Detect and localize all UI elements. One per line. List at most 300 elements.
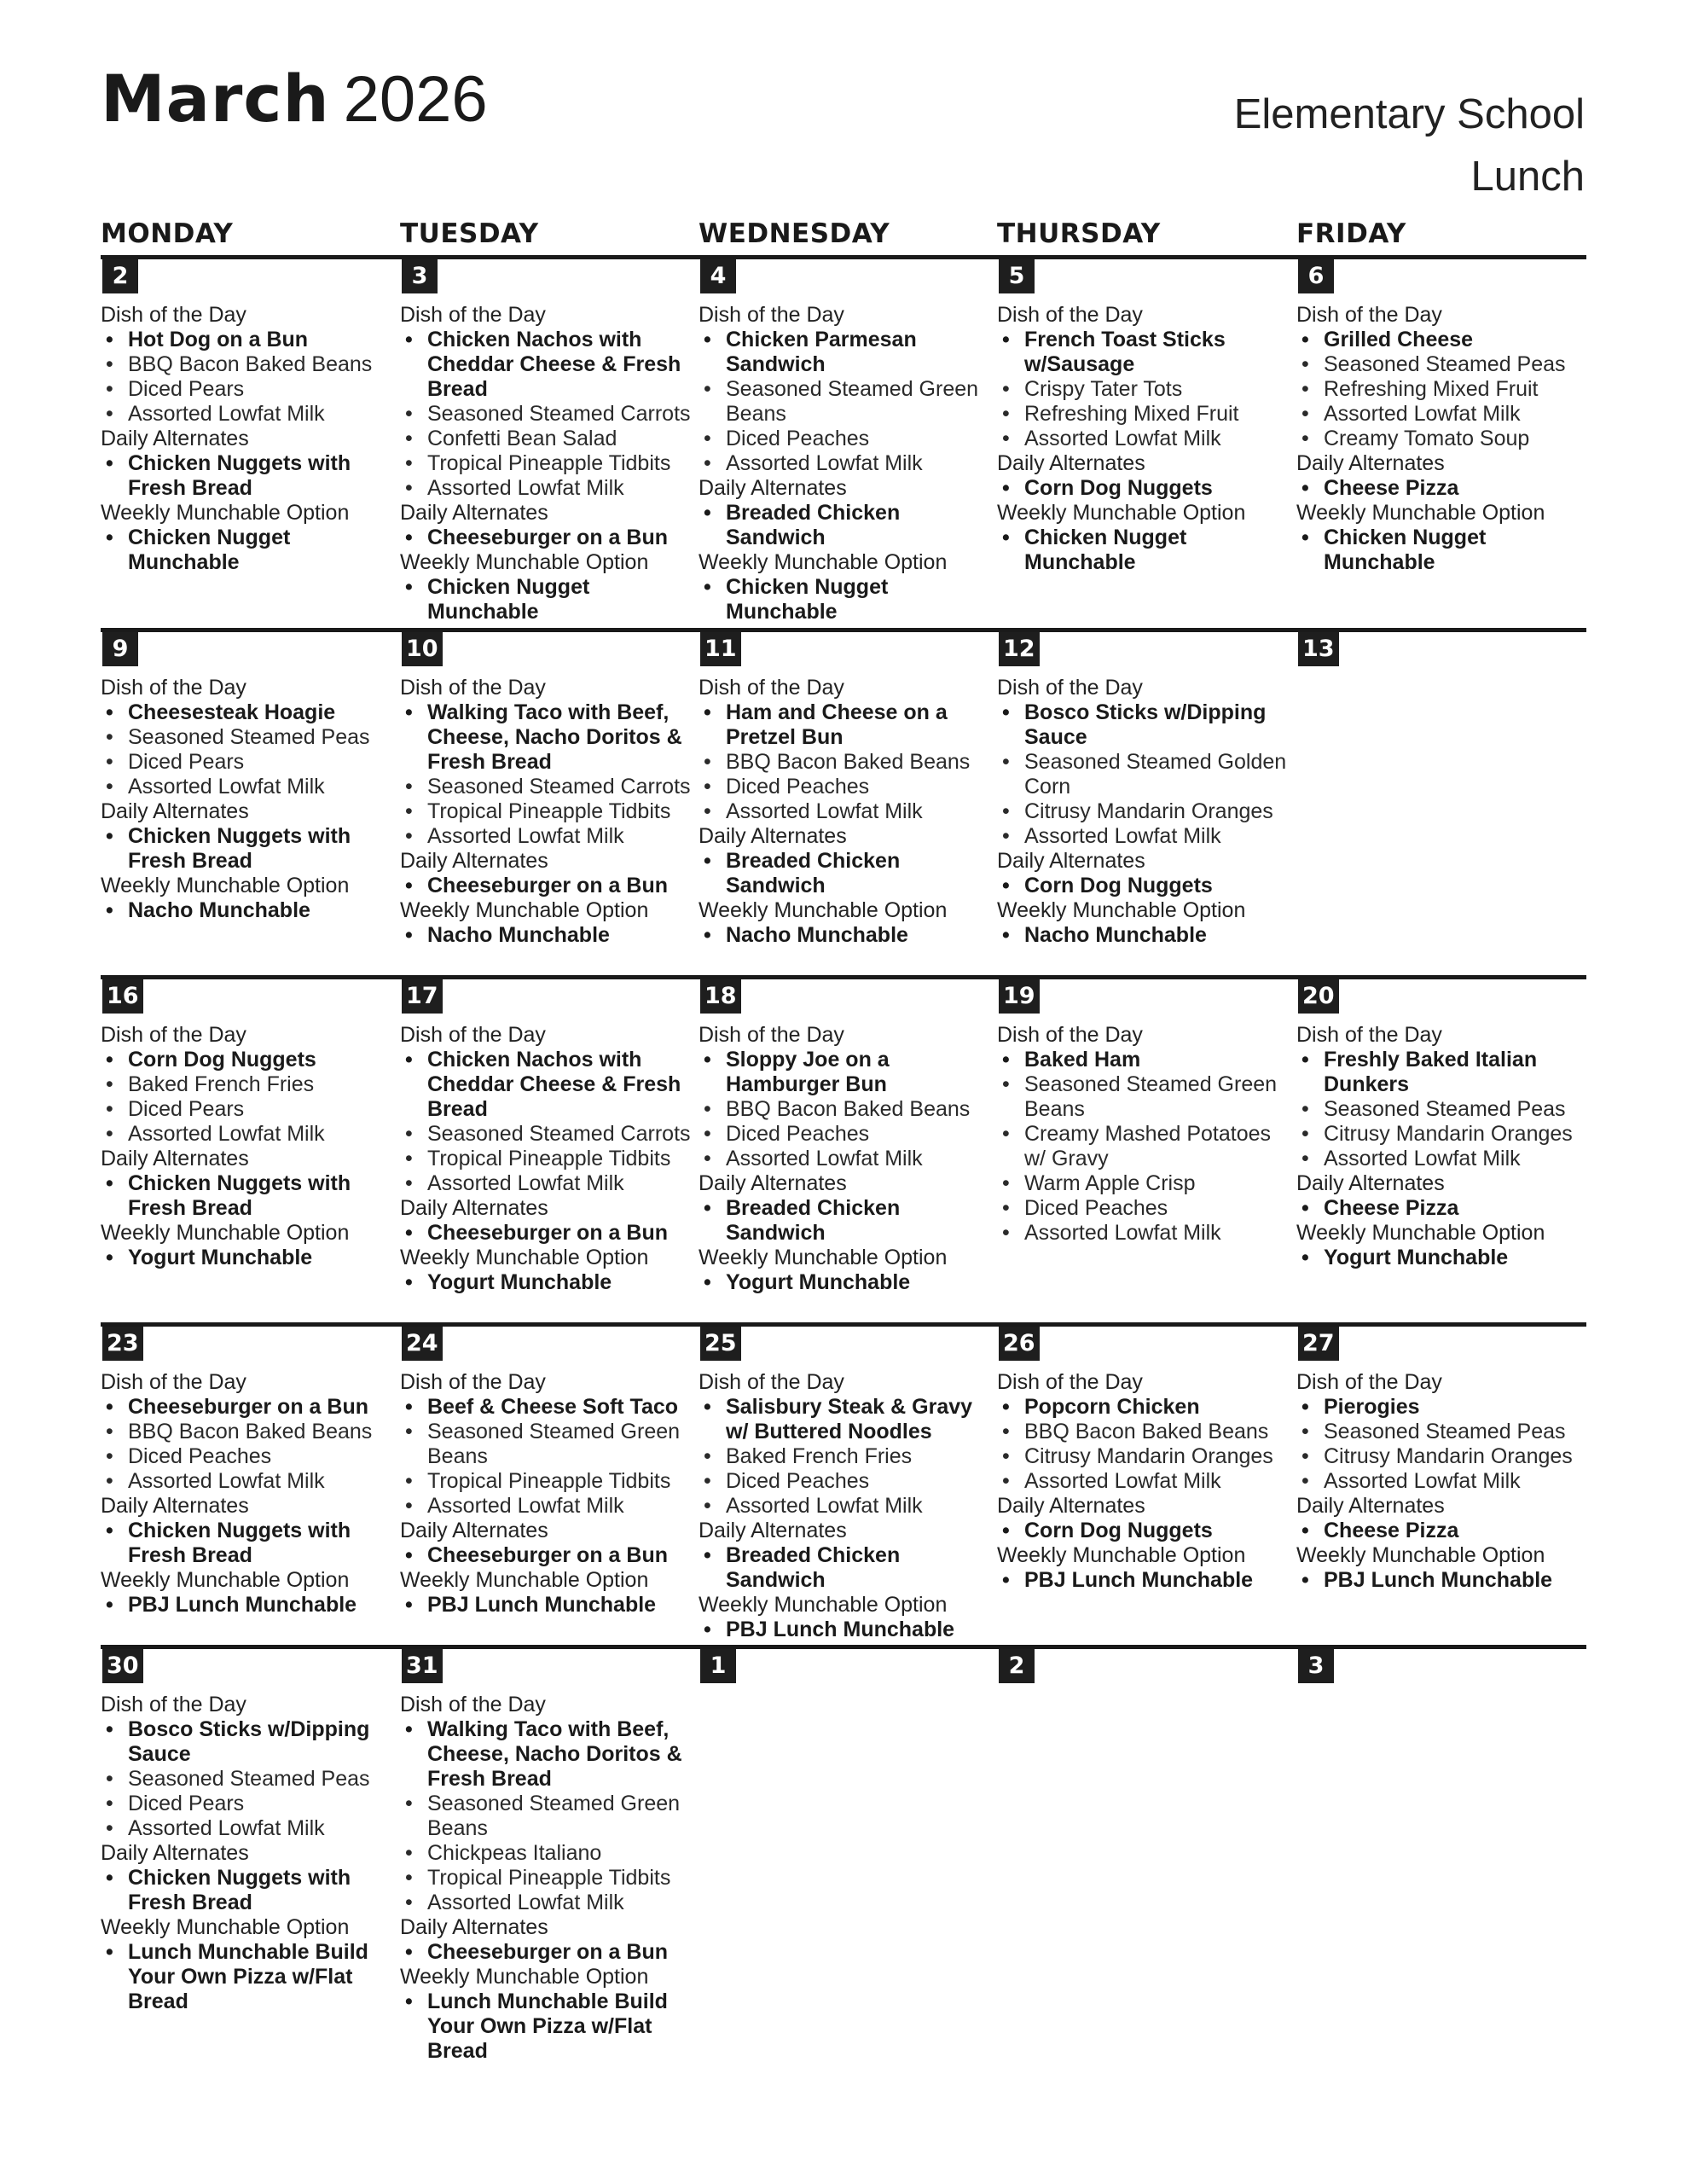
featured-menu-item — [997, 526, 1290, 575]
bullet-icon: • — [1002, 377, 1010, 401]
day-cell — [101, 1327, 394, 1618]
day-cell — [699, 632, 992, 948]
menu-item — [699, 377, 992, 427]
bullet-icon: • — [405, 775, 413, 799]
bullet-icon: • — [405, 1122, 413, 1146]
menu-item — [1296, 1444, 1590, 1469]
section-label: Dish of the Day — [1296, 303, 1442, 327]
menu-item-text: Assorted Lowfat Milk — [427, 1494, 624, 1518]
menu-item-text: Sloppy Joe on a Hamburger Bun — [726, 1048, 890, 1096]
section-label: Dish of the Day — [1296, 1370, 1442, 1394]
menu-item-text: Seasoned Steamed Green Beans — [427, 1792, 681, 1840]
day-number-badge: 27 — [1298, 1327, 1339, 1361]
featured-menu-item — [699, 1270, 992, 1295]
bullet-icon: • — [1002, 1395, 1010, 1419]
bullet-icon: • — [106, 1593, 113, 1617]
section-label: Daily Alternates — [101, 427, 249, 450]
day-number-badge: 31 — [402, 1649, 443, 1683]
featured-menu-item — [699, 1196, 992, 1246]
featured-menu-item — [699, 1618, 992, 1642]
featured-menu-item — [101, 526, 394, 575]
subtitle-line-2: Lunch — [1470, 154, 1585, 200]
menu-item-text: Ham and Cheese on a Pretzel Bun — [726, 700, 948, 749]
section-label: Daily Alternates — [699, 476, 847, 500]
bullet-icon: • — [1301, 1246, 1309, 1269]
day-menu — [101, 303, 394, 575]
section-label: Weekly Munchable Option — [997, 898, 1246, 922]
menu-item-text: Cheese Pizza — [1324, 1196, 1459, 1220]
menu-item — [101, 1097, 394, 1122]
menu-item — [699, 775, 992, 799]
section-label: Dish of the Day — [997, 676, 1143, 700]
menu-item-text: Refreshing Mixed Fruit — [1324, 377, 1539, 401]
day-cell — [997, 259, 1290, 575]
menu-item-text: Chicken Nuggets with Fresh Bread — [128, 451, 351, 500]
bullet-icon: • — [106, 377, 113, 401]
menu-item — [997, 1221, 1290, 1246]
menu-item-text: Assorted Lowfat Milk — [726, 1494, 923, 1518]
bullet-icon: • — [1002, 1122, 1010, 1146]
menu-item-text: Breaded Chicken Sandwich — [726, 849, 901, 897]
menu-item — [997, 1420, 1290, 1444]
featured-menu-item — [101, 1171, 394, 1221]
menu-item-text: Grilled Cheese — [1324, 328, 1474, 351]
bullet-icon: • — [106, 1469, 113, 1493]
menu-item — [997, 1444, 1290, 1469]
bullet-icon: • — [1002, 750, 1010, 774]
day-menu — [997, 676, 1290, 948]
menu-item — [400, 775, 693, 799]
day-cell — [997, 1649, 1290, 1683]
featured-menu-item — [699, 1048, 992, 1097]
menu-item-text: Seasoned Steamed Green Beans — [1024, 1072, 1278, 1121]
bullet-icon: • — [405, 1469, 413, 1493]
bullet-icon: • — [106, 824, 113, 848]
menu-item — [101, 1444, 394, 1469]
menu-item-text: Assorted Lowfat Milk — [128, 1122, 325, 1146]
bullet-icon: • — [405, 1593, 413, 1617]
section-label: Dish of the Day — [101, 1693, 246, 1716]
day-number-badge: 10 — [402, 632, 443, 666]
section-label: Dish of the Day — [400, 1023, 546, 1047]
featured-menu-item — [699, 1543, 992, 1593]
bullet-icon: • — [1002, 1444, 1010, 1468]
featured-menu-item — [997, 476, 1290, 501]
section-label: Weekly Munchable Option — [1296, 501, 1545, 525]
menu-item-text: Nacho Munchable — [1024, 923, 1207, 947]
day-menu — [101, 676, 394, 923]
day-cell — [400, 1649, 693, 2064]
featured-menu-item — [699, 700, 992, 750]
menu-item-text: PBJ Lunch Munchable — [726, 1618, 955, 1641]
section-label: Weekly Munchable Option — [997, 501, 1246, 525]
menu-item-text: Creamy Tomato Soup — [1324, 427, 1530, 450]
bullet-icon: • — [1002, 1196, 1010, 1220]
bullet-icon: • — [405, 476, 413, 500]
bullet-icon: • — [704, 923, 711, 947]
featured-menu-item — [400, 1593, 693, 1618]
menu-item — [997, 427, 1290, 451]
day-menu — [400, 303, 693, 624]
weekday-header — [101, 218, 1585, 253]
section-label: Dish of the Day — [1296, 1023, 1442, 1047]
menu-item-text: PBJ Lunch Munchable — [128, 1593, 357, 1617]
menu-item-text: Assorted Lowfat Milk — [128, 402, 325, 426]
menu-item-text: Corn Dog Nuggets — [1024, 1519, 1213, 1542]
menu-item-text: Diced Pears — [128, 750, 245, 774]
bullet-icon: • — [1301, 1469, 1309, 1493]
menu-item-text: Walking Taco with Beef, Cheese, Nacho Doritos & Fresh Bread — [427, 700, 682, 774]
menu-item — [699, 1147, 992, 1171]
menu-item-text: PBJ Lunch Munchable — [1024, 1568, 1254, 1592]
featured-menu-item — [1296, 328, 1590, 352]
bullet-icon: • — [1002, 328, 1010, 351]
day-number-badge: 19 — [999, 979, 1040, 1014]
featured-menu-item — [699, 328, 992, 377]
menu-item — [699, 750, 992, 775]
menu-item — [101, 1122, 394, 1147]
section-label: Dish of the Day — [400, 1370, 546, 1394]
bullet-icon: • — [704, 1147, 711, 1170]
menu-item-text: Citrusy Mandarin Oranges — [1324, 1122, 1573, 1146]
featured-menu-item — [101, 1395, 394, 1420]
bullet-icon: • — [106, 700, 113, 724]
menu-item-text: Seasoned Steamed Peas — [1324, 1420, 1566, 1443]
section-label: Daily Alternates — [101, 1841, 249, 1865]
menu-item-text: Chicken Parmesan Sandwich — [726, 328, 917, 376]
day-cell — [1296, 1327, 1590, 1593]
section-label: Daily Alternates — [400, 501, 548, 525]
menu-item-text: Corn Dog Nuggets — [1024, 476, 1213, 500]
section-label: Weekly Munchable Option — [699, 550, 948, 574]
featured-menu-item — [1296, 476, 1590, 501]
menu-item — [101, 775, 394, 799]
menu-item-text: Crispy Tater Tots — [1024, 377, 1183, 401]
day-number-badge: 16 — [102, 979, 143, 1014]
bullet-icon: • — [405, 1420, 413, 1443]
section-label: Weekly Munchable Option — [400, 1965, 649, 1989]
bullet-icon: • — [106, 898, 113, 922]
year-title: 2026 — [343, 63, 488, 136]
featured-menu-item — [101, 451, 394, 501]
day-number-badge: 20 — [1298, 979, 1339, 1014]
menu-item-text: Nacho Munchable — [726, 923, 908, 947]
featured-menu-item — [400, 1543, 693, 1568]
bullet-icon: • — [704, 427, 711, 450]
menu-item-text: Seasoned Steamed Carrots — [427, 775, 691, 799]
menu-item-text: Assorted Lowfat Milk — [1324, 1147, 1521, 1170]
subtitle-line-1: Elementary School — [1233, 91, 1585, 137]
bullet-icon: • — [405, 1891, 413, 1914]
day-cell — [101, 259, 394, 575]
bullet-icon: • — [106, 1816, 113, 1840]
featured-menu-item — [997, 700, 1290, 750]
featured-menu-item — [101, 1866, 394, 1915]
featured-menu-item — [997, 1568, 1290, 1593]
featured-menu-item — [997, 1048, 1290, 1072]
menu-item-text: Chicken Nugget Munchable — [128, 526, 291, 574]
section-label: Daily Alternates — [400, 1915, 548, 1939]
day-cell — [400, 632, 693, 948]
day-number-badge: 1 — [700, 1649, 736, 1683]
bullet-icon: • — [704, 1444, 711, 1468]
menu-subtitle — [1234, 84, 1585, 208]
bullet-icon: • — [704, 1270, 711, 1294]
bullet-icon: • — [704, 1196, 711, 1220]
section-label: Weekly Munchable Option — [101, 874, 350, 897]
section-label: Daily Alternates — [101, 799, 249, 823]
menu-item — [101, 725, 394, 750]
day-cell — [699, 259, 992, 624]
section-label: Dish of the Day — [699, 1370, 844, 1394]
day-cell — [101, 979, 394, 1270]
bullet-icon: • — [704, 501, 711, 525]
page-title — [101, 61, 488, 136]
bullet-icon: • — [1301, 1048, 1309, 1072]
bullet-icon: • — [704, 1494, 711, 1518]
menu-item-text: Tropical Pineapple Tidbits — [427, 1147, 671, 1170]
day-number-badge: 2 — [999, 1649, 1035, 1683]
menu-item-text: Seasoned Steamed Peas — [128, 725, 370, 749]
featured-menu-item — [400, 1717, 693, 1792]
section-label: Dish of the Day — [997, 1023, 1143, 1047]
day-menu — [1296, 303, 1590, 575]
bullet-icon: • — [1002, 1469, 1010, 1493]
featured-menu-item — [101, 1048, 394, 1072]
menu-item-text: Freshly Baked Italian Dunkers — [1324, 1048, 1538, 1096]
section-label: Weekly Munchable Option — [400, 898, 649, 922]
bullet-icon: • — [106, 1940, 113, 1964]
menu-item — [997, 799, 1290, 824]
menu-item — [101, 1767, 394, 1792]
featured-menu-item — [699, 1395, 992, 1444]
bullet-icon: • — [106, 1792, 113, 1815]
bullet-icon: • — [405, 1841, 413, 1865]
menu-item-text: Citrusy Mandarin Oranges — [1024, 799, 1273, 823]
bullet-icon: • — [405, 1940, 413, 1964]
menu-item-text: Chicken Nuggets with Fresh Bread — [128, 1519, 351, 1567]
menu-item — [400, 1866, 693, 1891]
menu-item — [699, 1494, 992, 1519]
menu-item-text: Confetti Bean Salad — [427, 427, 617, 450]
day-menu — [400, 1023, 693, 1295]
weekday-friday: FRIDAY — [1296, 218, 1406, 249]
featured-menu-item — [400, 1395, 693, 1420]
day-number-badge: 4 — [700, 259, 736, 293]
menu-item — [699, 799, 992, 824]
section-label: Dish of the Day — [400, 676, 546, 700]
section-label: Dish of the Day — [997, 1370, 1143, 1394]
featured-menu-item — [1296, 1246, 1590, 1270]
bullet-icon: • — [1002, 402, 1010, 426]
menu-item-text: BBQ Bacon Baked Beans — [1024, 1420, 1269, 1443]
menu-item — [699, 1097, 992, 1122]
featured-menu-item — [101, 1717, 394, 1767]
day-cell — [699, 1327, 992, 1642]
bullet-icon: • — [106, 1395, 113, 1419]
day-menu — [101, 1693, 394, 2014]
menu-item-text: Chicken Nugget Munchable — [427, 575, 590, 624]
day-number-badge: 2 — [102, 259, 138, 293]
menu-item-text: Hot Dog on a Bun — [128, 328, 309, 351]
day-menu — [1296, 1370, 1590, 1593]
bullet-icon: • — [704, 1097, 711, 1121]
bullet-icon: • — [106, 451, 113, 475]
menu-item-text: Chicken Nuggets with Fresh Bread — [128, 1866, 351, 1914]
menu-item-text: Nacho Munchable — [128, 898, 310, 922]
menu-item — [101, 1420, 394, 1444]
menu-item-text: Seasoned Steamed Carrots — [427, 1122, 691, 1146]
section-label: Daily Alternates — [699, 824, 847, 848]
menu-item-text: Cheeseburger on a Bun — [427, 1940, 668, 1964]
featured-menu-item — [1296, 1519, 1590, 1543]
menu-item — [997, 824, 1290, 849]
bullet-icon: • — [1301, 328, 1309, 351]
section-label: Weekly Munchable Option — [997, 1543, 1246, 1567]
menu-item-text: Corn Dog Nuggets — [128, 1048, 316, 1072]
menu-item — [101, 750, 394, 775]
menu-item-text: Diced Pears — [128, 377, 245, 401]
day-cell — [400, 1327, 693, 1618]
featured-menu-item — [400, 1989, 693, 2064]
section-label: Dish of the Day — [101, 676, 246, 700]
menu-item — [997, 1122, 1290, 1171]
menu-item-text: Yogurt Munchable — [1324, 1246, 1509, 1269]
menu-item-text: BBQ Bacon Baked Beans — [128, 352, 373, 376]
menu-item-text: Yogurt Munchable — [726, 1270, 911, 1294]
section-label: Dish of the Day — [101, 1370, 246, 1394]
menu-item-text: Popcorn Chicken — [1024, 1395, 1200, 1419]
bullet-icon: • — [405, 1494, 413, 1518]
section-label: Daily Alternates — [699, 1519, 847, 1542]
bullet-icon: • — [704, 799, 711, 823]
day-cell — [997, 979, 1290, 1246]
section-label: Daily Alternates — [400, 1519, 548, 1542]
menu-item-text: Bosco Sticks w/Dipping Sauce — [1024, 700, 1267, 749]
menu-item-text: Baked French Fries — [128, 1072, 315, 1096]
bullet-icon: • — [405, 1989, 413, 2013]
featured-menu-item — [997, 1395, 1290, 1420]
menu-item — [400, 1147, 693, 1171]
menu-item — [699, 1469, 992, 1494]
bullet-icon: • — [106, 775, 113, 799]
menu-item-text: Salisbury Steak & Gravy w/ Buttered Noodles — [726, 1395, 973, 1443]
featured-menu-item — [101, 328, 394, 352]
section-label: Dish of the Day — [699, 676, 844, 700]
day-menu — [699, 303, 992, 624]
bullet-icon: • — [1301, 1444, 1309, 1468]
menu-item — [101, 377, 394, 402]
menu-item-text: Chickpeas Italiano — [427, 1841, 602, 1865]
bullet-icon: • — [1002, 700, 1010, 724]
featured-menu-item — [997, 1519, 1290, 1543]
menu-item-text: Baked French Fries — [726, 1444, 913, 1468]
menu-item-text: Assorted Lowfat Milk — [427, 1171, 624, 1195]
day-number-badge: 9 — [102, 632, 138, 666]
featured-menu-item — [101, 1246, 394, 1270]
menu-item — [997, 1196, 1290, 1221]
day-number-badge: 17 — [402, 979, 443, 1014]
day-menu — [101, 1023, 394, 1270]
bullet-icon: • — [106, 750, 113, 774]
section-label: Dish of the Day — [997, 303, 1143, 327]
bullet-icon: • — [704, 451, 711, 475]
bullet-icon: • — [405, 575, 413, 599]
menu-item-text: Assorted Lowfat Milk — [427, 476, 624, 500]
weekday-wednesday: WEDNESDAY — [699, 218, 890, 249]
bullet-icon: • — [1002, 1420, 1010, 1443]
menu-item-text: PBJ Lunch Munchable — [427, 1593, 657, 1617]
menu-item-text: Seasoned Steamed Peas — [1324, 352, 1566, 376]
bullet-icon: • — [405, 1048, 413, 1072]
day-number-badge: 11 — [700, 632, 741, 666]
menu-item-text: Tropical Pineapple Tidbits — [427, 1866, 671, 1890]
menu-item — [1296, 402, 1590, 427]
menu-item — [997, 1469, 1290, 1494]
menu-item-text: Diced Peaches — [726, 1122, 870, 1146]
menu-item — [699, 451, 992, 476]
menu-item — [400, 1171, 693, 1196]
featured-menu-item — [400, 1270, 693, 1295]
featured-menu-item — [101, 1593, 394, 1618]
bullet-icon: • — [106, 402, 113, 426]
menu-item — [997, 402, 1290, 427]
menu-item — [400, 1122, 693, 1147]
day-number-badge: 25 — [700, 1327, 741, 1361]
bullet-icon: • — [106, 526, 113, 549]
menu-item-text: Assorted Lowfat Milk — [1024, 824, 1221, 848]
bullet-icon: • — [106, 1171, 113, 1195]
menu-item-text: Warm Apple Crisp — [1024, 1171, 1196, 1195]
bullet-icon: • — [405, 1221, 413, 1245]
section-label: Weekly Munchable Option — [400, 550, 649, 574]
menu-item-text: Chicken Nachos with Cheddar Cheese & Fresh Bread — [427, 328, 681, 401]
section-label: Daily Alternates — [699, 1171, 847, 1195]
day-number-badge: 6 — [1298, 259, 1334, 293]
bullet-icon: • — [106, 1519, 113, 1542]
menu-item-text: Assorted Lowfat Milk — [1024, 427, 1221, 450]
featured-menu-item — [400, 526, 693, 550]
section-label: Daily Alternates — [1296, 1171, 1445, 1195]
bullet-icon: • — [405, 427, 413, 450]
bullet-icon: • — [704, 775, 711, 799]
bullet-icon: • — [1002, 1072, 1010, 1096]
bullet-icon: • — [1301, 1097, 1309, 1121]
menu-item-text: Walking Taco with Beef, Cheese, Nacho Doritos & Fresh Bread — [427, 1717, 682, 1791]
bullet-icon: • — [1301, 402, 1309, 426]
day-menu — [400, 1693, 693, 2064]
menu-item-text: Cheese Pizza — [1324, 1519, 1459, 1542]
section-label: Dish of the Day — [101, 303, 246, 327]
bullet-icon: • — [1002, 427, 1010, 450]
menu-item — [1296, 352, 1590, 377]
menu-item — [101, 1469, 394, 1494]
menu-item — [1296, 1469, 1590, 1494]
day-number-badge: 24 — [402, 1327, 443, 1361]
section-label: Dish of the Day — [400, 1693, 546, 1716]
menu-item-text: Diced Peaches — [726, 427, 870, 450]
bullet-icon: • — [704, 575, 711, 599]
section-label: Daily Alternates — [997, 1494, 1145, 1518]
bullet-icon: • — [405, 923, 413, 947]
menu-item-text: Cheeseburger on a Bun — [427, 1543, 668, 1567]
section-label: Weekly Munchable Option — [400, 1568, 649, 1592]
bullet-icon: • — [405, 1543, 413, 1567]
menu-item — [400, 1420, 693, 1469]
menu-item — [400, 1891, 693, 1915]
menu-item-text: Diced Pears — [128, 1792, 245, 1815]
bullet-icon: • — [405, 1717, 413, 1741]
